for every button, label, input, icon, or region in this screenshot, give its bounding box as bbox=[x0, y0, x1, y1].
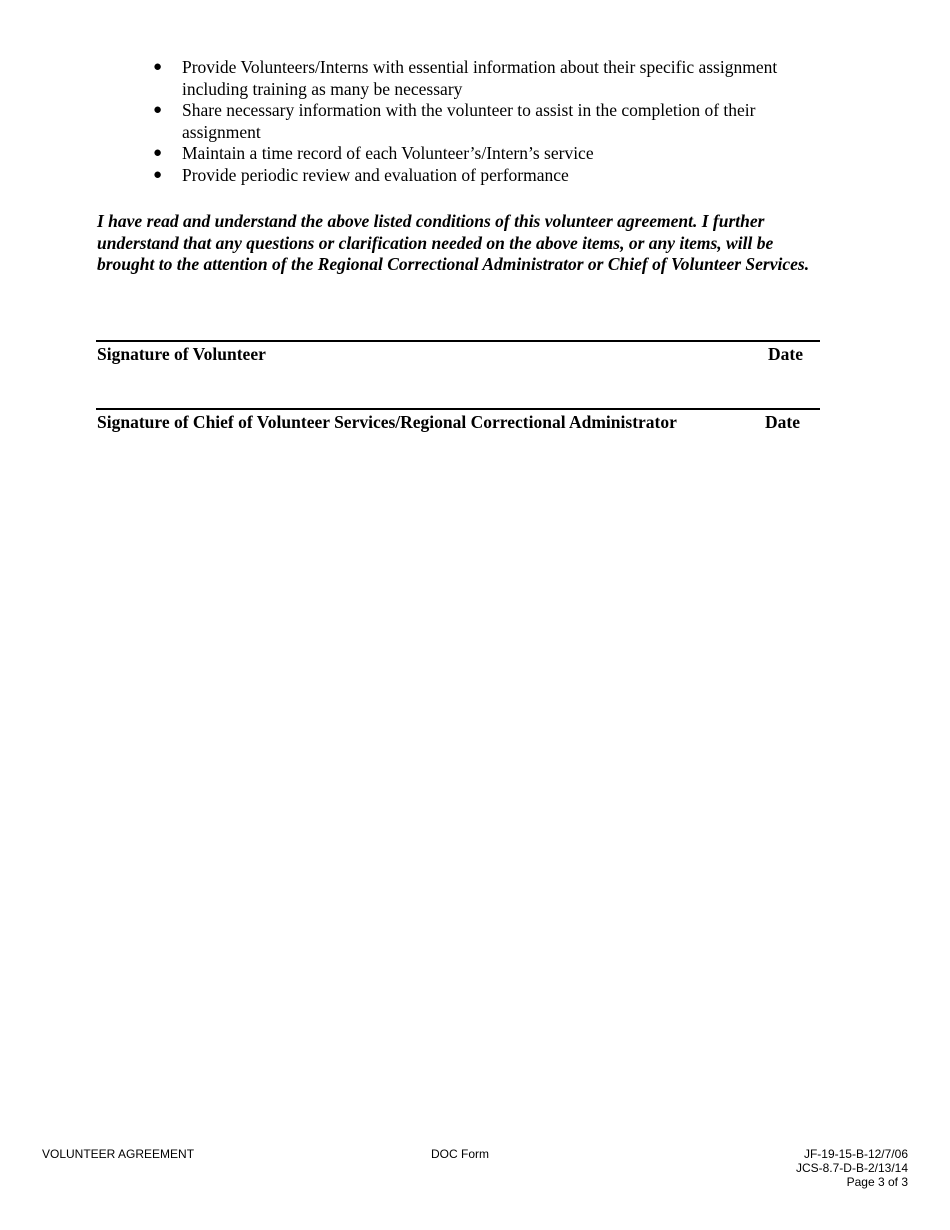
list-item-text: Provide periodic review and evaluation of performance bbox=[182, 164, 569, 185]
footer-code-2: JCS-8.7-D-B-2/13/14 bbox=[795, 1161, 908, 1175]
bullet-icon: ● bbox=[153, 145, 163, 161]
footer-page-number: Page 3 of 3 bbox=[846, 1175, 908, 1189]
volunteer-signature-label: Signature of Volunteer bbox=[97, 344, 266, 364]
list-item bbox=[150, 100, 820, 143]
acknowledgement-statement: I have read and understand the above listed conditions of this volunteer agreement. I further understand that any questions or clarification needed on the above items, or any items, will be brought to the attention of the Regional Correctional Administrator or Chief of Volunteer Services. bbox=[97, 211, 810, 274]
chief-signature-line[interactable] bbox=[96, 408, 820, 410]
list-item-text: Provide Volunteers/Interns with essential information about their specific assignment including training as many be necessary bbox=[182, 57, 778, 99]
volunteer-signature-line[interactable] bbox=[96, 340, 820, 342]
responsibilities-list bbox=[150, 57, 820, 186]
volunteer-date-label: Date bbox=[768, 344, 803, 364]
list-item bbox=[150, 57, 820, 100]
footer-code-1: JF-19-15-B-12/7/06 bbox=[803, 1147, 908, 1161]
footer-form-codes bbox=[796, 1147, 908, 1189]
list-item bbox=[150, 143, 820, 165]
bullet-icon: ● bbox=[153, 166, 163, 183]
bullet-icon: ● bbox=[153, 102, 163, 118]
chief-date-label: Date bbox=[765, 412, 800, 432]
bullet-icon: ● bbox=[153, 59, 163, 75]
footer-form-title: VOLUNTEER AGREEMENT bbox=[42, 1147, 195, 1161]
list-item-text: Maintain a time record of each Volunteer’s/Intern’s service bbox=[182, 143, 594, 163]
list-item-text: Share necessary information with the volunteer to assist in the completion of their assignment bbox=[182, 100, 756, 142]
list-item bbox=[150, 165, 820, 187]
footer-form-type: DOC Form bbox=[431, 1147, 489, 1161]
chief-signature-label: Signature of Chief of Volunteer Services/Regional Correctional Administrator bbox=[97, 412, 677, 432]
